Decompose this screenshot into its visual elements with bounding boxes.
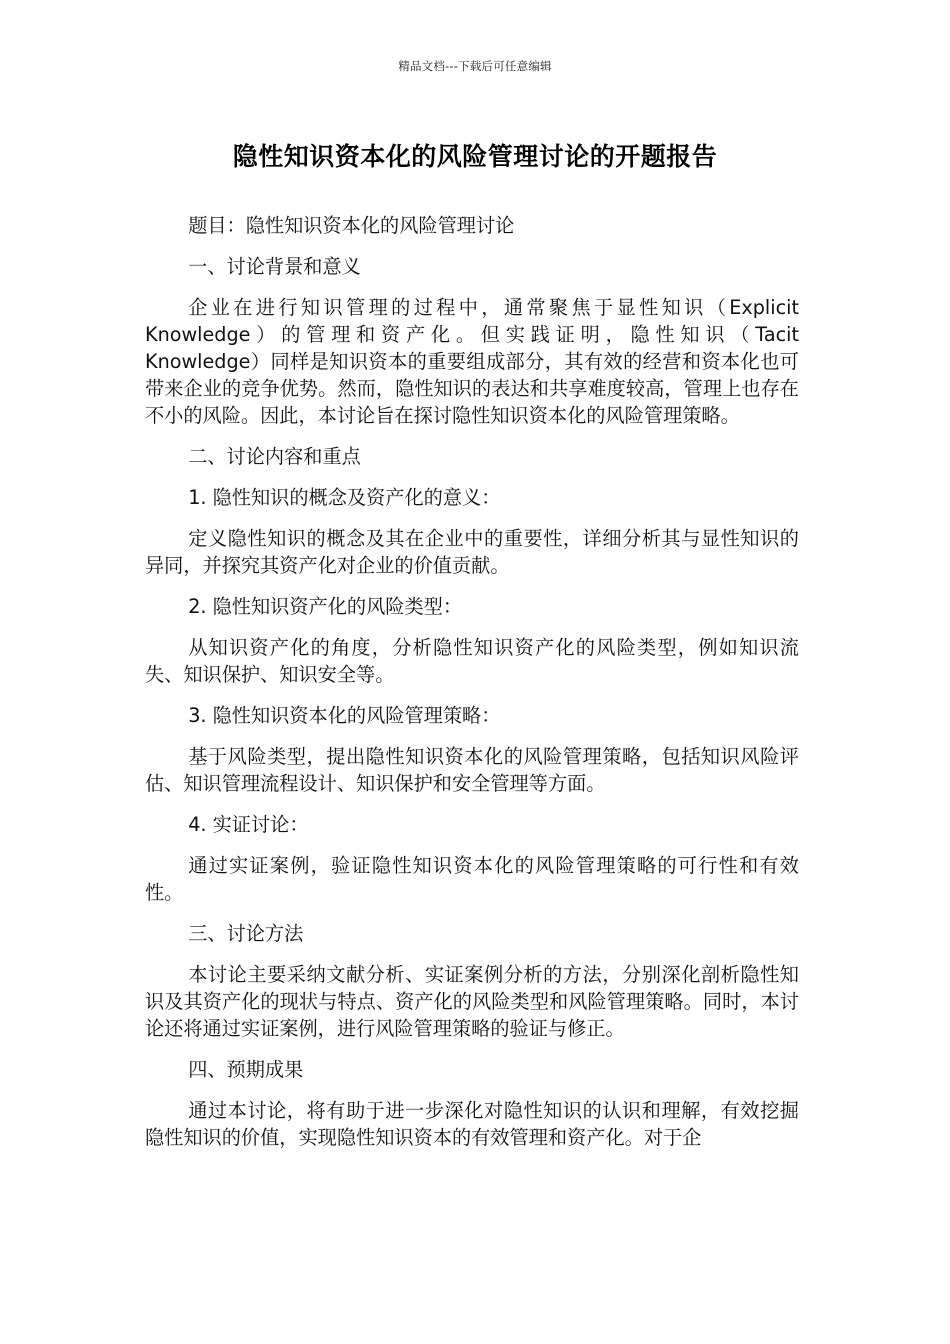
background-paragraph: 企业在进行知识管理的过程中，通常聚焦于显性知识（Explicit Knowledge）的管理和资产化。但实践证明，隐性知识（Tacit Knowledge）同样是知识资本的重要组成部分，其有效的经营和资本化也可带来企业的竞争优势。然而，隐性知识的表达和共享难度较高，管理上也存在不小的风险。因此，本讨论旨在探讨隐性知识资本化的风险管理策略。 (145, 296, 799, 427)
item-paragraph-1: 定义隐性知识的概念及其在企业中的重要性，详细分析其与显性知识的异同，并探究其资产化对企业的价值贡献。 (145, 527, 799, 577)
item-heading-4: 4. 实证讨论： (188, 813, 309, 836)
item-heading-3: 3. 隐性知识资本化的风险管理策略： (188, 704, 501, 727)
document-title: 隐性知识资本化的风险管理讨论的开题报告 (232, 142, 718, 171)
item-heading-1: 1. 隐性知识的概念及资产化的意义： (188, 486, 501, 509)
section-heading-content: 二、讨论内容和重点 (188, 445, 361, 468)
section-heading-outcomes: 四、预期成果 (188, 1058, 304, 1081)
header-note: 精品文档---下载后可任意编辑 (398, 59, 552, 73)
outcomes-paragraph: 通过本讨论，将有助于进一步深化对隐性知识的认识和理解，有效挖掘隐性知识的价值，实现隐性知识资本的有效管理和资产化。对于企 (145, 1099, 799, 1149)
item-paragraph-2: 从知识资产化的角度，分析隐性知识资产化的风险类型，例如知识流失、知识保护、知识安全等。 (145, 636, 799, 686)
method-paragraph: 本讨论主要采纳文献分析、实证案例分析的方法，分别深化剖析隐性知识及其资产化的现状与特点、资产化的风险类型和风险管理策略。同时，本讨论还将通过实证案例，进行风险管理策略的验证与修正。 (145, 963, 799, 1040)
item-paragraph-4: 通过实证案例，验证隐性知识资本化的风险管理策略的可行性和有效性。 (145, 854, 799, 904)
item-paragraph-3: 基于风险类型，提出隐性知识资本化的风险管理策略，包括知识风险评估、知识管理流程设计、知识保护和安全管理等方面。 (145, 745, 799, 795)
item-heading-2: 2. 隐性知识资产化的风险类型： (188, 595, 463, 618)
document-body (145, 212, 799, 1165)
subject-line: 题目：隐性知识资本化的风险管理讨论 (188, 214, 515, 237)
section-heading-method: 三、讨论方法 (188, 922, 304, 945)
section-heading-background: 一、讨论背景和意义 (188, 255, 361, 278)
